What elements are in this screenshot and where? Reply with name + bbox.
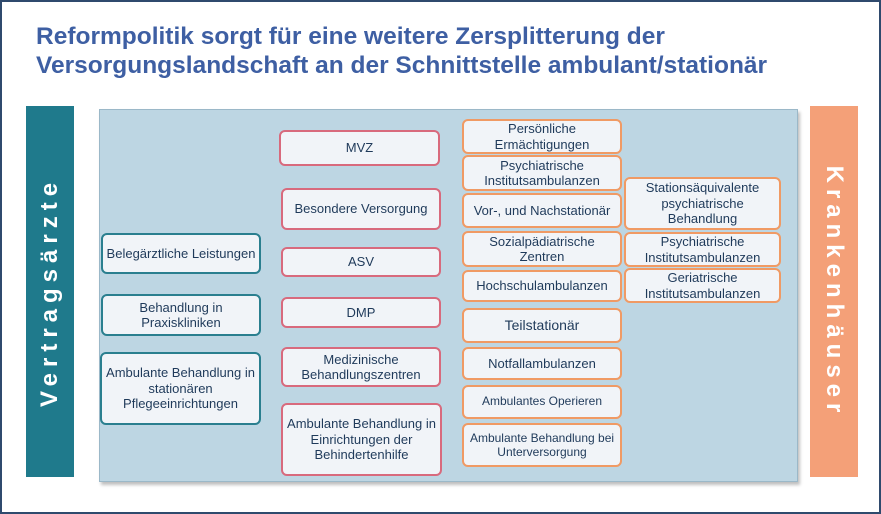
box-behindertenhilfe-text: Ambulante Behandlung in Einrichtungen der Behindertenhilfe <box>287 416 436 463</box>
title-line-1: Reformpolitik sorgt für eine weitere Zersplitterung der <box>36 23 665 50</box>
box-psychiatrische-institutsambulanzen-1 <box>462 155 622 191</box>
box-medizinische-behandlungszentren <box>281 347 441 387</box>
box-psychiatrische-institutsambulanzen-2-text: Psychiatrische Institutsambulanzen <box>644 234 761 265</box>
box-persoenliche-ermaechtigungen <box>462 119 622 154</box>
box-hochschulambulanzen <box>462 270 622 302</box>
box-notfallambulanzen <box>462 347 622 380</box>
box-praxiskliniken-text: Behandlung in Praxiskliniken <box>139 299 223 330</box>
box-psychiatrische-institutsambulanzen-1-text: Psychiatrische Institutsambulanzen <box>484 157 600 188</box>
vertragsaerzte-label: Vertragsärzte <box>36 176 63 407</box>
box-notfallambulanzen-text: Notfallambulanzen <box>488 355 596 371</box>
box-dmp-text: DMP <box>346 304 376 320</box>
box-medizinische-behandlungszentren-text: Medizinische Behandlungszentren <box>301 351 421 382</box>
box-belegaerztliche-leistungen <box>101 233 261 274</box>
box-persoenliche-ermaechtigungen-text: Persönliche Ermächtigungen <box>494 121 590 152</box>
box-pflegeeinrichtungen <box>100 352 261 425</box>
box-sozialpaediatrische-zentren-text: Sozialpädiatrische Zentren <box>489 233 595 264</box>
box-asv <box>281 247 441 277</box>
box-teilstationaer <box>462 308 622 343</box>
slide-title <box>36 22 866 80</box>
box-unterversorgung-text: Ambulante Behandlung bei Unterversorgung <box>469 430 615 459</box>
box-psychiatrische-institutsambulanzen-2 <box>624 232 781 267</box>
box-hochschulambulanzen-text: Hochschulambulanzen <box>476 278 608 294</box>
box-geriatrische-institutsambulanzen <box>624 268 781 303</box>
vertragsaerzte-bar <box>26 106 74 477</box>
box-ambulantes-operieren-text: Ambulantes Operieren <box>481 394 603 409</box>
box-besondere-versorgung <box>281 188 441 230</box>
box-geriatrische-institutsambulanzen-text: Geriatrische Institutsambulanzen <box>644 270 761 301</box>
box-stationsaequivalente-behandlung-text: Stationsäquivalente psychiatrische Behandlung <box>645 180 760 227</box>
box-stationsaequivalente-behandlung <box>624 177 781 230</box>
box-dmp <box>281 297 441 328</box>
krankenhaeuser-bar <box>810 106 858 477</box>
box-behindertenhilfe <box>281 403 442 476</box>
box-asv-text: ASV <box>347 254 374 270</box>
box-mvz <box>279 130 440 166</box>
box-belegaerztliche-leistungen-text: Belegärztliche Leistungen <box>106 245 256 261</box>
box-ambulantes-operieren <box>462 385 622 419</box>
box-unterversorgung <box>462 423 622 467</box>
box-besondere-versorgung-text: Besondere Versorgung <box>294 201 428 217</box>
box-teilstationaer-text: Teilstationär <box>504 316 580 333</box>
box-praxiskliniken <box>101 294 261 336</box>
box-pflegeeinrichtungen-text: Ambulante Behandlung in stationären Pflegeeinrichtungen <box>106 365 255 412</box>
box-vor-nachstationaer-text: Vor-, und Nachstationär <box>473 202 611 218</box>
title-line-2: Versorgungslandschaft an der Schnittstelle ambulant/stationär <box>36 52 768 79</box>
box-mvz-text: MVZ <box>345 140 374 156</box>
box-vor-nachstationaer <box>462 193 622 228</box>
box-sozialpaediatrische-zentren <box>462 231 622 267</box>
krankenhaeuser-label: Krankenhäuser <box>821 165 848 418</box>
